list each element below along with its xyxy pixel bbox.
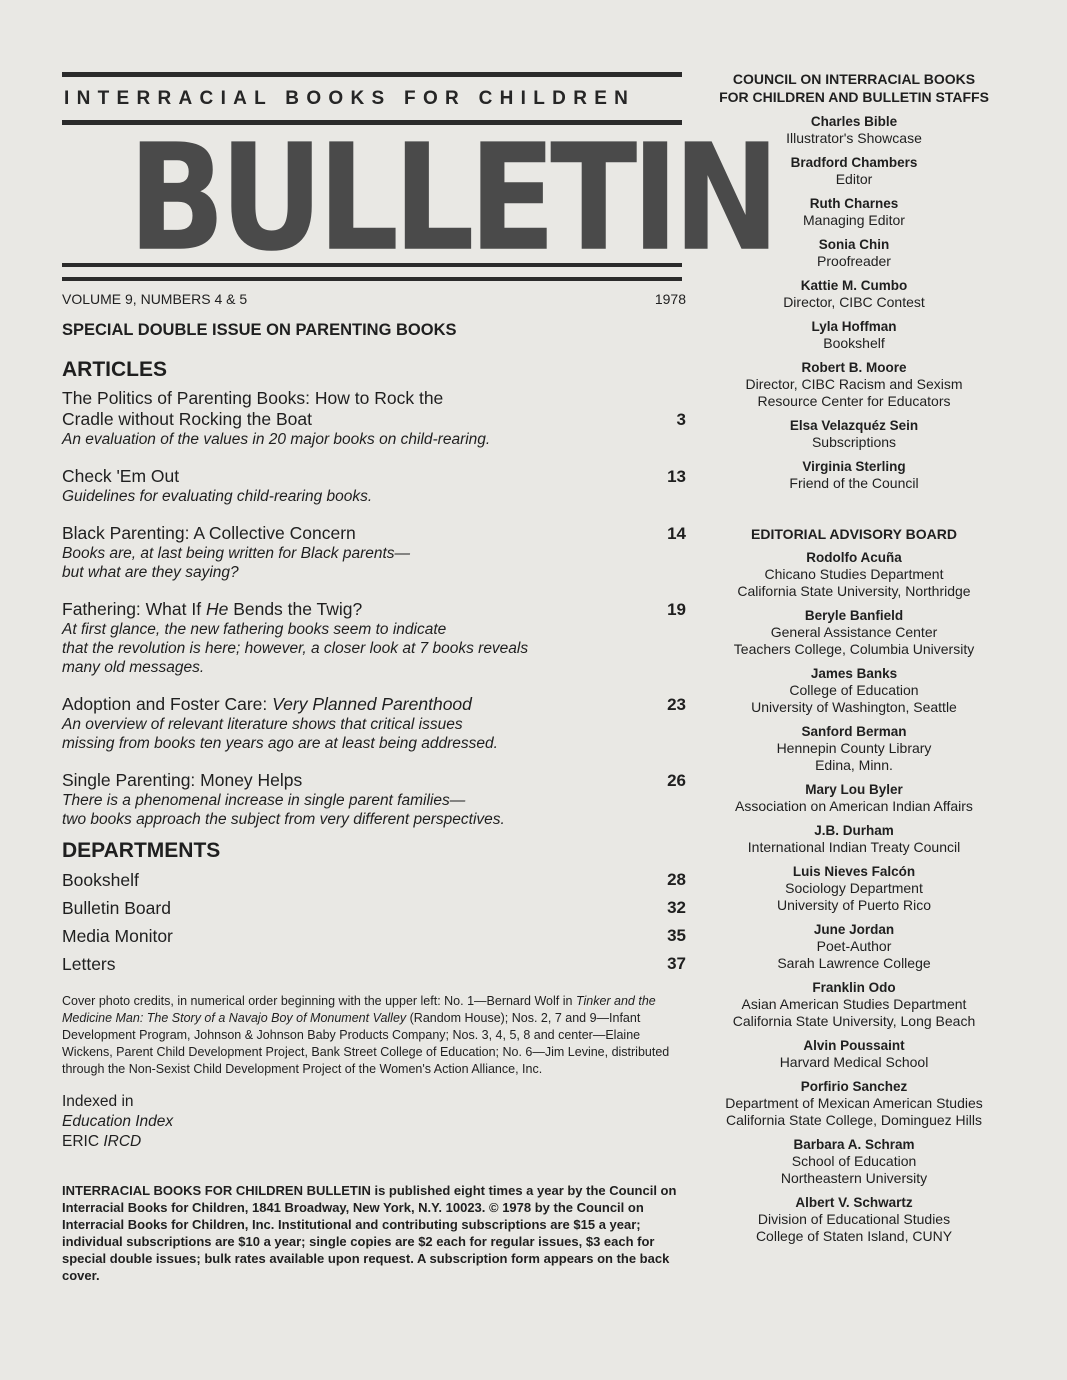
article-description-cont: that the revolution is here; however, a closer look at 7 books reveals xyxy=(62,640,529,657)
staff-column xyxy=(700,70,1008,1245)
person-name: Barbara A. Schram xyxy=(793,1137,915,1152)
person-name: Robert B. Moore xyxy=(801,360,907,375)
person-name: Franklin Odo xyxy=(812,980,896,995)
publication-info: INTERRACIAL BOOKS FOR CHILDREN BULLETIN is published eight times a year by the Council on Interracial Books for Children, 1841 Broadway, New York, N.Y. 10023. © 1978 by the Council on Interracial Books for Children, Inc. Institutional and contributing subscriptions are $15 a year; individual subscriptions are $10 a year; single copies are $2 each for regular issues, $3 each for special double issues; bulk rates available upon request. A subscription form appears on the back cover. xyxy=(62,1183,677,1283)
person-role: Northeastern University xyxy=(780,1170,928,1186)
page-number: 23 xyxy=(667,695,686,714)
person-entry xyxy=(700,1078,1008,1129)
person-role: Poet-Author xyxy=(816,938,892,954)
person-role: International Indian Treaty Council xyxy=(747,839,961,855)
bulletin-logo-text: BULLETIN xyxy=(128,113,775,285)
article-description-cont: many old messages. xyxy=(62,659,205,676)
person-entry xyxy=(700,979,1008,1030)
article-title: Black Parenting: A Collective Concern xyxy=(62,523,356,543)
person-role: California State University, Long Beach xyxy=(732,1013,976,1029)
person-name: Porfirio Sanchez xyxy=(800,1079,908,1094)
special-issue-title: SPECIAL DOUBLE ISSUE ON PARENTING BOOKS xyxy=(62,321,457,339)
person-role: Edina, Minn. xyxy=(815,757,893,773)
person-role: California State University, Northridge xyxy=(737,583,971,599)
article-description: There is a phenomenal increase in single parent families— xyxy=(62,792,466,809)
contents-column xyxy=(62,72,775,1284)
article-1[interactable] xyxy=(62,388,686,449)
article-description: An evaluation of the values in 20 major books on child-rearing. xyxy=(62,431,491,448)
person-role: Sarah Lawrence College xyxy=(777,955,931,971)
article-title: Adoption and Foster Care: Very Planned Parenthood xyxy=(62,694,472,714)
person-role: Resource Center for Educators xyxy=(757,393,951,409)
article-description: At first glance, the new fathering books seem to indicate xyxy=(62,621,447,638)
person-name: Ruth Charnes xyxy=(809,196,899,211)
person-name: Beryle Banfield xyxy=(804,608,904,623)
person-entry xyxy=(700,781,1008,815)
person-role: Subscriptions xyxy=(811,434,897,450)
page-number: 28 xyxy=(667,870,686,889)
article-title: Fathering: What If He Bends the Twig? xyxy=(62,599,363,619)
person-name: Sanford Berman xyxy=(801,724,907,739)
person-entry xyxy=(700,921,1008,972)
person-name: Kattie M. Cumbo xyxy=(800,278,908,293)
education-index: Education Index xyxy=(62,1113,174,1130)
eric-ircd: ERIC IRCD xyxy=(62,1133,142,1150)
person-role: Proofreader xyxy=(817,253,891,269)
person-name: Albert V. Schwartz xyxy=(795,1195,913,1210)
volume-number: VOLUME 9, NUMBERS 4 & 5 xyxy=(62,291,248,307)
department-item[interactable] xyxy=(62,898,686,919)
person-role: Asian American Studies Department xyxy=(741,996,967,1012)
advisory-board-heading: EDITORIAL ADVISORY BOARD xyxy=(751,526,957,542)
person-name: June Jordan xyxy=(813,922,895,937)
person-entry xyxy=(700,1194,1008,1245)
person-entry xyxy=(700,318,1008,352)
issue-year: 1978 xyxy=(654,291,686,307)
article-description: An overview of relevant literature shows that critical issues xyxy=(62,716,463,733)
person-role: Director, CIBC Racism and Sexism xyxy=(745,376,963,392)
person-role: College of Staten Island, CUNY xyxy=(755,1228,953,1244)
advisory-board-list xyxy=(700,549,1008,1245)
department-name: Media Monitor xyxy=(62,926,173,946)
person-name: Virginia Sterling xyxy=(802,459,906,474)
person-name: Luis Nieves Falcón xyxy=(792,864,916,879)
person-name: Mary Lou Byler xyxy=(805,782,903,797)
person-entry xyxy=(700,822,1008,856)
article-title-cont: Cradle without Rocking the Boat xyxy=(62,409,312,429)
department-item[interactable] xyxy=(62,954,686,975)
council-heading: COUNCIL ON INTERRACIAL BOOKS FOR CHILDREN AND BULLETIN STAFFS xyxy=(719,71,989,105)
page-number: 35 xyxy=(667,926,686,945)
person-entry xyxy=(700,277,1008,311)
person-role: Hennepin County Library xyxy=(776,740,932,756)
article-title: The Politics of Parenting Books: How to Rock the xyxy=(62,388,444,408)
person-entry xyxy=(700,665,1008,716)
person-role: Teachers College, Columbia University xyxy=(733,641,975,657)
department-name: Bookshelf xyxy=(62,870,139,890)
article-description: Books are, at last being written for Black parents— xyxy=(62,545,411,562)
indexed-label: Indexed in xyxy=(62,1093,134,1110)
person-entry xyxy=(700,113,1008,147)
page-number: 14 xyxy=(667,524,686,543)
departments-heading: DEPARTMENTS xyxy=(62,839,221,862)
person-entry xyxy=(700,458,1008,492)
article-4[interactable] xyxy=(62,599,686,677)
person-name: James Banks xyxy=(810,666,898,681)
person-entry xyxy=(700,863,1008,914)
person-entry xyxy=(700,154,1008,188)
person-name: J.B. Durham xyxy=(814,823,894,838)
article-6[interactable] xyxy=(62,770,686,829)
person-role: College of Education xyxy=(789,682,919,698)
person-name: Lyla Hoffman xyxy=(811,319,897,334)
person-role: Sociology Department xyxy=(785,880,923,896)
article-description-cont: two books approach the subject from very different perspectives. xyxy=(62,811,505,828)
person-entry xyxy=(700,549,1008,600)
page-number: 32 xyxy=(667,898,686,917)
article-5[interactable] xyxy=(62,694,686,753)
person-name: Sonia Chin xyxy=(818,237,890,252)
article-description: Guidelines for evaluating child-rearing books. xyxy=(62,488,373,505)
staff-list xyxy=(700,113,1008,492)
page-number: 19 xyxy=(667,600,686,619)
article-2[interactable] xyxy=(62,466,686,506)
person-entry xyxy=(700,1136,1008,1187)
person-entry xyxy=(700,607,1008,658)
page-number: 13 xyxy=(667,467,686,486)
person-name: Bradford Chambers xyxy=(790,155,918,170)
person-name: Rodolfo Acuña xyxy=(806,550,902,565)
articles-heading: ARTICLES xyxy=(62,358,167,381)
person-entry xyxy=(700,359,1008,410)
person-entry xyxy=(700,236,1008,270)
issue-line xyxy=(62,291,686,307)
person-role: Editor xyxy=(835,171,873,187)
department-name: Letters xyxy=(62,954,116,974)
page-number: 37 xyxy=(667,954,686,973)
person-role: Director, CIBC Contest xyxy=(783,294,925,310)
cover-photo-credits: Cover photo credits, in numerical order beginning with the upper left: No. 1—Bernard Wolf in Tinker and the Medicine Man: The Story of a Navajo Boy of Monument Valley (Random House); Nos. 2, 7 and 9—Infant Development Program, Johnson & Johnson Baby Products Company; Nos. 3, 4, 5, 8 and center—Elaine Wickens, Parent Child Development Project, Bank Street College of Education; No. 6—Jim Levine, distributed through the Non-Sexist Child Development Project of the Women's Action Alliance, Inc. xyxy=(62,994,670,1076)
person-entry xyxy=(700,1037,1008,1071)
person-role: Division of Educational Studies xyxy=(757,1211,951,1227)
masthead-rule-top xyxy=(62,72,682,77)
person-name: Elsa Velazquéz Sein xyxy=(789,418,919,433)
indexed-in xyxy=(62,1092,686,1152)
department-name: Bulletin Board xyxy=(62,898,171,918)
page-number: 26 xyxy=(667,771,686,790)
page-number: 3 xyxy=(676,410,686,429)
person-entry xyxy=(700,195,1008,229)
person-role: Department of Mexican American Studies xyxy=(725,1095,983,1111)
bulletin-logo xyxy=(62,113,775,285)
person-entry xyxy=(700,417,1008,451)
article-description-cont: missing from books ten years ago are at least being addressed. xyxy=(62,735,498,752)
article-title: Check 'Em Out xyxy=(62,466,180,486)
department-item[interactable] xyxy=(62,926,686,947)
article-title: Single Parenting: Money Helps xyxy=(62,770,303,790)
person-role: University of Puerto Rico xyxy=(776,897,932,913)
person-entry xyxy=(700,723,1008,774)
person-name: Charles Bible xyxy=(810,114,898,129)
article-description-cont: but what are they saying? xyxy=(62,564,239,581)
article-3[interactable] xyxy=(62,523,686,582)
masthead-title: INTERRACIAL BOOKS FOR CHILDREN xyxy=(64,88,636,109)
person-role: Friend of the Council xyxy=(789,475,919,491)
person-role: Chicano Studies Department xyxy=(764,566,944,582)
person-role: University of Washington, Seattle xyxy=(751,699,957,715)
department-item[interactable] xyxy=(62,870,686,891)
person-role: California State College, Dominguez Hills xyxy=(725,1112,982,1128)
person-name: Alvin Poussaint xyxy=(803,1038,905,1053)
person-role: Managing Editor xyxy=(803,212,905,228)
person-role: Harvard Medical School xyxy=(779,1054,929,1070)
person-role: School of Education xyxy=(791,1153,917,1169)
person-role: General Assistance Center xyxy=(770,624,938,640)
person-role: Bookshelf xyxy=(823,335,885,351)
person-role: Association on American Indian Affairs xyxy=(735,798,973,814)
person-role: Illustrator's Showcase xyxy=(786,130,922,146)
